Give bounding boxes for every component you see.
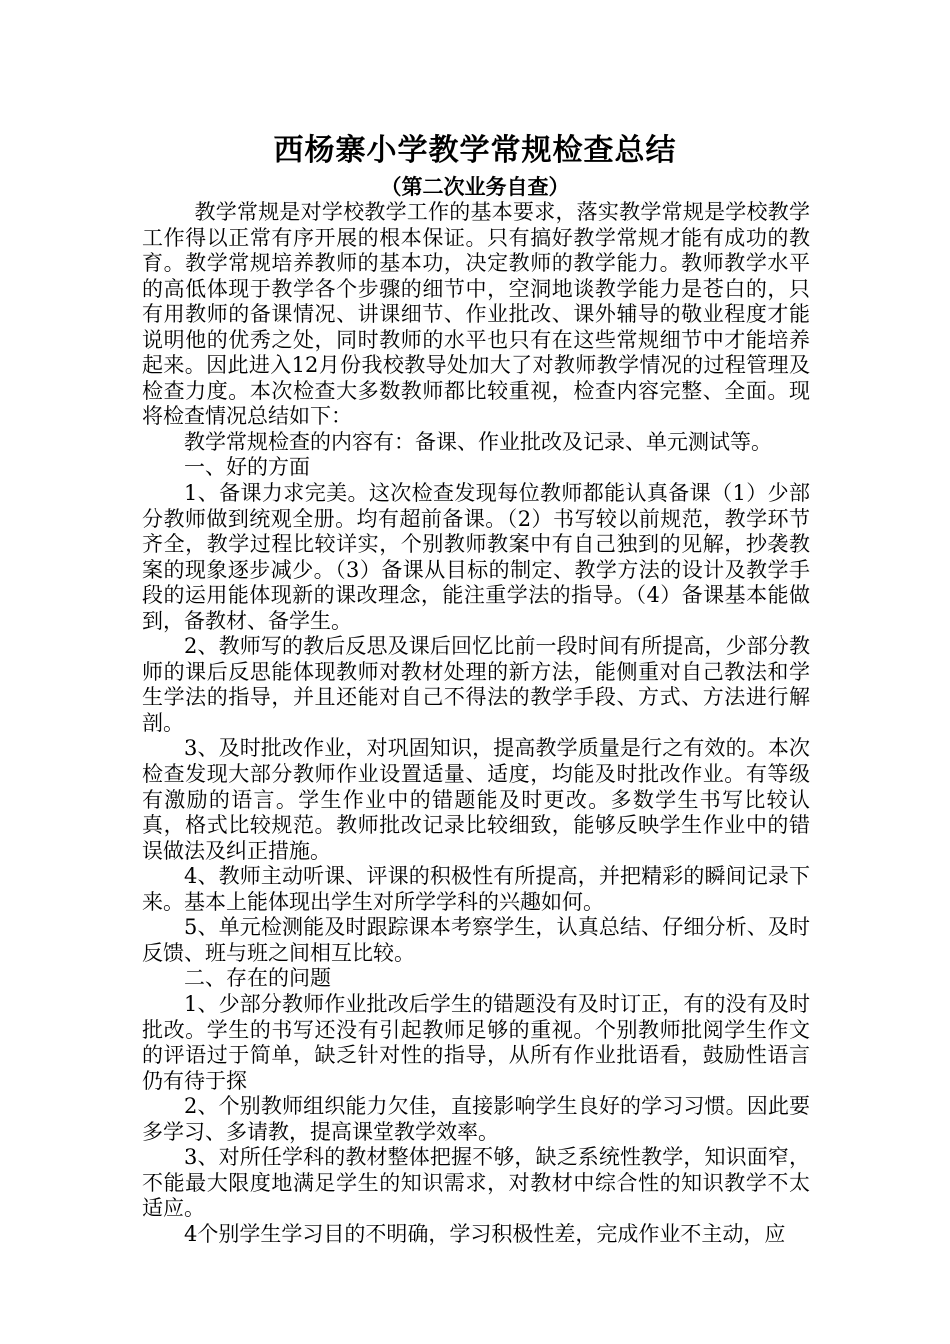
section-heading-problems: 二、存在的问题 <box>184 966 331 991</box>
paragraph-good-5: 5、单元检测能及时跟踪课本考察学生，认真总结、仔细分析、及时反馈、班与班之间相互比较。 <box>142 915 810 965</box>
page-title: 西杨寨小学教学常规检查总结 <box>273 133 677 168</box>
page-subtitle: （第二次业务自查） <box>380 174 570 199</box>
paragraph-problem-1: 1、少部分教师作业批改后学生的错题没有及时订正，有的没有及时批改。学生的书写还没有引起教师足够的重视。个别教师批阅学生作文的评语过于简单，缺乏针对性的指导，从所有作业批语看，鼓励性语言仍有待于探 <box>142 991 810 1093</box>
paragraph-good-2: 2、教师写的教后反思及课后回忆比前一段时间有所提高，少部分教师的课后反思能体现教师对教材处理的新方法，能侧重对自己教法和学生学法的指导，并且还能对自己不得法的教学手段、方式、方法进行解剖。 <box>142 634 810 735</box>
paragraph-problem-2: 2、个别教师组织能力欠佳，直接影响学生良好的学习习惯。因此要多学习、多请教，提高课堂教学效率。 <box>142 1094 810 1144</box>
paragraph-intro: 教学常规是对学校教学工作的基本要求，落实教学常规是学校教学工作得以正常有序开展的根本保证。只有搞好教学常规才能有成功的教育。教学常规培养教师的基本功，决定教师的教学能力。教师教学水平的高低体现于教学各个步骤的细节中，空洞地谈教学能力是苍白的，只有用教师的备课情况、讲课细节、作业批改、课外辅导的敬业程度才能说明他的优秀之处，同时教师的水平也只有在这些常规细节中才能培养起来。因此进入12月份我校教导处加大了对教师教学情况的过程管理及检查力度。本次检查大多数教师都比较重视，检查内容完整、全面。现将检查情况总结如下： <box>142 200 810 429</box>
paragraph-good-1: 1、备课力求完美。这次检查发现每位教师都能认真备课（1）少部分教师做到统观全册。均有超前备课。（2）书写较以前规范，教学环节齐全，教学过程比较详实，个别教师教案中有自己独到的见解，抄袭教案的现象逐步减少。（3）备课从目标的制定、教学方法的设计及教学手段的运用能体现新的课改理念，能注重学法的指导。（4）备课基本能做到，备教材、备学生。 <box>142 481 810 633</box>
paragraph-good-3: 3、及时批改作业，对巩固知识，提高教学质量是行之有效的。本次检查发现大部分教师作业设置适量、适度，均能及时批改作业。有等级有激励的语言。学生作业中的错题能及时更改。多数学生书写比较认真，格式比较规范。教师批改记录比较细致，能够反映学生作业中的错误做法及纠正措施。 <box>142 736 810 863</box>
paragraph-problem-4: 4个别学生学习目的不明确，学习积极性差，完成作业不主动，应 <box>184 1221 786 1246</box>
document-body <box>142 200 810 1247</box>
section-heading-good: 一、好的方面 <box>184 455 310 480</box>
paragraph-check-content: 教学常规检查的内容有：备课、作业批改及记录、单元测试等。 <box>184 429 772 454</box>
paragraph-problem-3: 3、对所任学科的教材整体把握不够，缺乏系统性教学，知识面窄，不能最大限度地满足学生的知识需求，对教材中综合性的知识教学不太适应。 <box>142 1145 810 1221</box>
paragraph-good-4: 4、教师主动听课、评课的积极性有所提高，并把精彩的瞬间记录下来。基本上能体现出学生对所学学科的兴趣如何。 <box>142 864 810 914</box>
